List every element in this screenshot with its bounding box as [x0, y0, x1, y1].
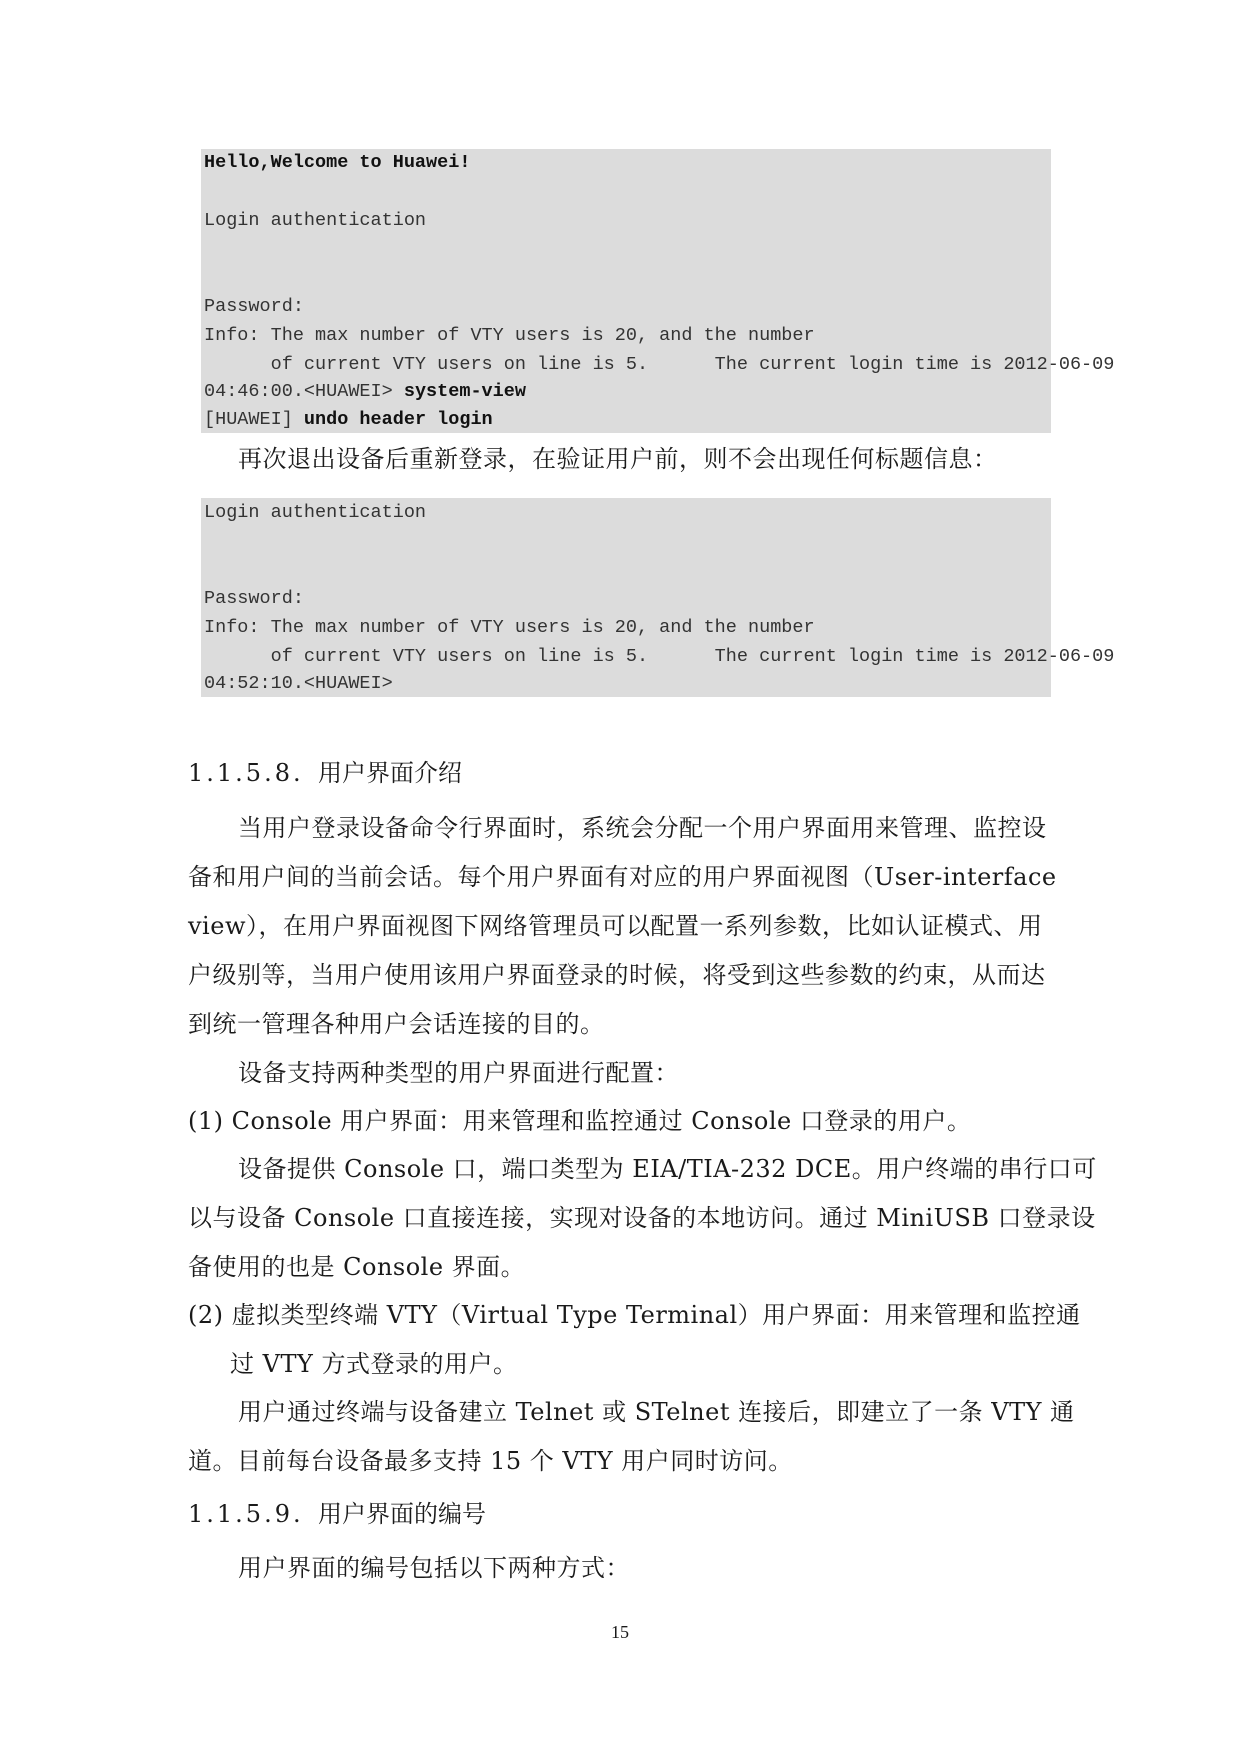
code-text: 04:46:00.<HUAWEI>	[204, 381, 404, 402]
code-block-1	[201, 149, 1115, 433]
section-heading-1158	[188, 758, 462, 788]
paragraph-line: 当用户登录设备命令行界面时，系统会分配一个用户界面用来管理、监控设	[238, 814, 1047, 842]
paragraph-line: 用户界面的编号包括以下两种方式：	[238, 1554, 630, 1582]
paragraph-line: 备和用户间的当前会话。每个用户界面有对应的用户界面视图（User-interface	[188, 863, 1057, 891]
code-line	[204, 409, 493, 431]
code-line	[204, 381, 526, 403]
command-text: system-view	[403, 381, 526, 402]
list-item-continuation: 过 VTY 方式登录的用户。	[230, 1350, 518, 1378]
section-title: 用户界面的编号	[318, 1500, 486, 1528]
section-number: 1.1.5.9.	[188, 1500, 304, 1528]
paragraph-line: 到统一管理各种用户会话连接的目的。	[188, 1010, 605, 1038]
code-line: Info: The max number of VTY users is 20, and the number	[204, 325, 815, 346]
code-text: [HUAWEI]	[204, 409, 304, 430]
code-block-2	[201, 498, 1115, 697]
paragraph-line: view），在用户界面视图下网络管理员可以配置一系列参数，比如认证模式、用	[188, 912, 1043, 940]
section-number: 1.1.5.8.	[188, 759, 304, 787]
paragraph-line: 用户通过终端与设备建立 Telnet 或 STelnet 连接后，即建立了一条 VTY 通	[238, 1398, 1075, 1426]
command-text: undo header login	[303, 409, 493, 430]
paragraph-line: 设备支持两种类型的用户界面进行配置：	[238, 1059, 679, 1087]
page-number: 15	[611, 1622, 629, 1642]
section-title: 用户界面介绍	[318, 759, 462, 787]
code-line: Hello,Welcome to Huawei!	[204, 152, 471, 173]
paragraph-line: 以与设备 Console 口直接连接，实现对设备的本地访问。通过 MiniUSB 口登录设	[188, 1204, 1096, 1232]
code-line: Login authentication	[204, 502, 427, 523]
section-heading-1159	[188, 1499, 486, 1529]
code-line: Login authentication	[204, 210, 427, 231]
code-line: of current VTY users on line is 5. The current login time is 2012-06-09	[204, 354, 1115, 375]
code-line: Info: The max number of VTY users is 20, and the number	[204, 617, 815, 638]
paragraph-line: 备使用的也是 Console 界面。	[188, 1253, 526, 1281]
text-paragraph: 再次退出设备后重新登录，在验证用户前，则不会出现任何标题信息：	[238, 445, 998, 473]
code-line: 04:52:10.<HUAWEI>	[204, 673, 393, 694]
paragraph-line: 设备提供 Console 口，端口类型为 EIA/TIA-232 DCE。用户终端的串行口可	[238, 1155, 1097, 1183]
code-line: Password:	[204, 296, 304, 317]
list-item: (2) 虚拟类型终端 VTY（Virtual Type Terminal）用户界面：用来管理和监控通	[188, 1301, 1081, 1329]
paragraph-line: 户级别等，当用户使用该用户界面登录的时候，将受到这些参数的约束，从而达	[188, 961, 1046, 989]
code-line: Password:	[204, 588, 304, 609]
list-item: (1) Console 用户界面：用来管理和监控通过 Console 口登录的用户。	[188, 1107, 972, 1135]
paragraph-line: 道。目前每台设备最多支持 15 个 VTY 用户同时访问。	[188, 1447, 793, 1475]
code-line: of current VTY users on line is 5. The current login time is 2012-06-09	[204, 646, 1115, 667]
